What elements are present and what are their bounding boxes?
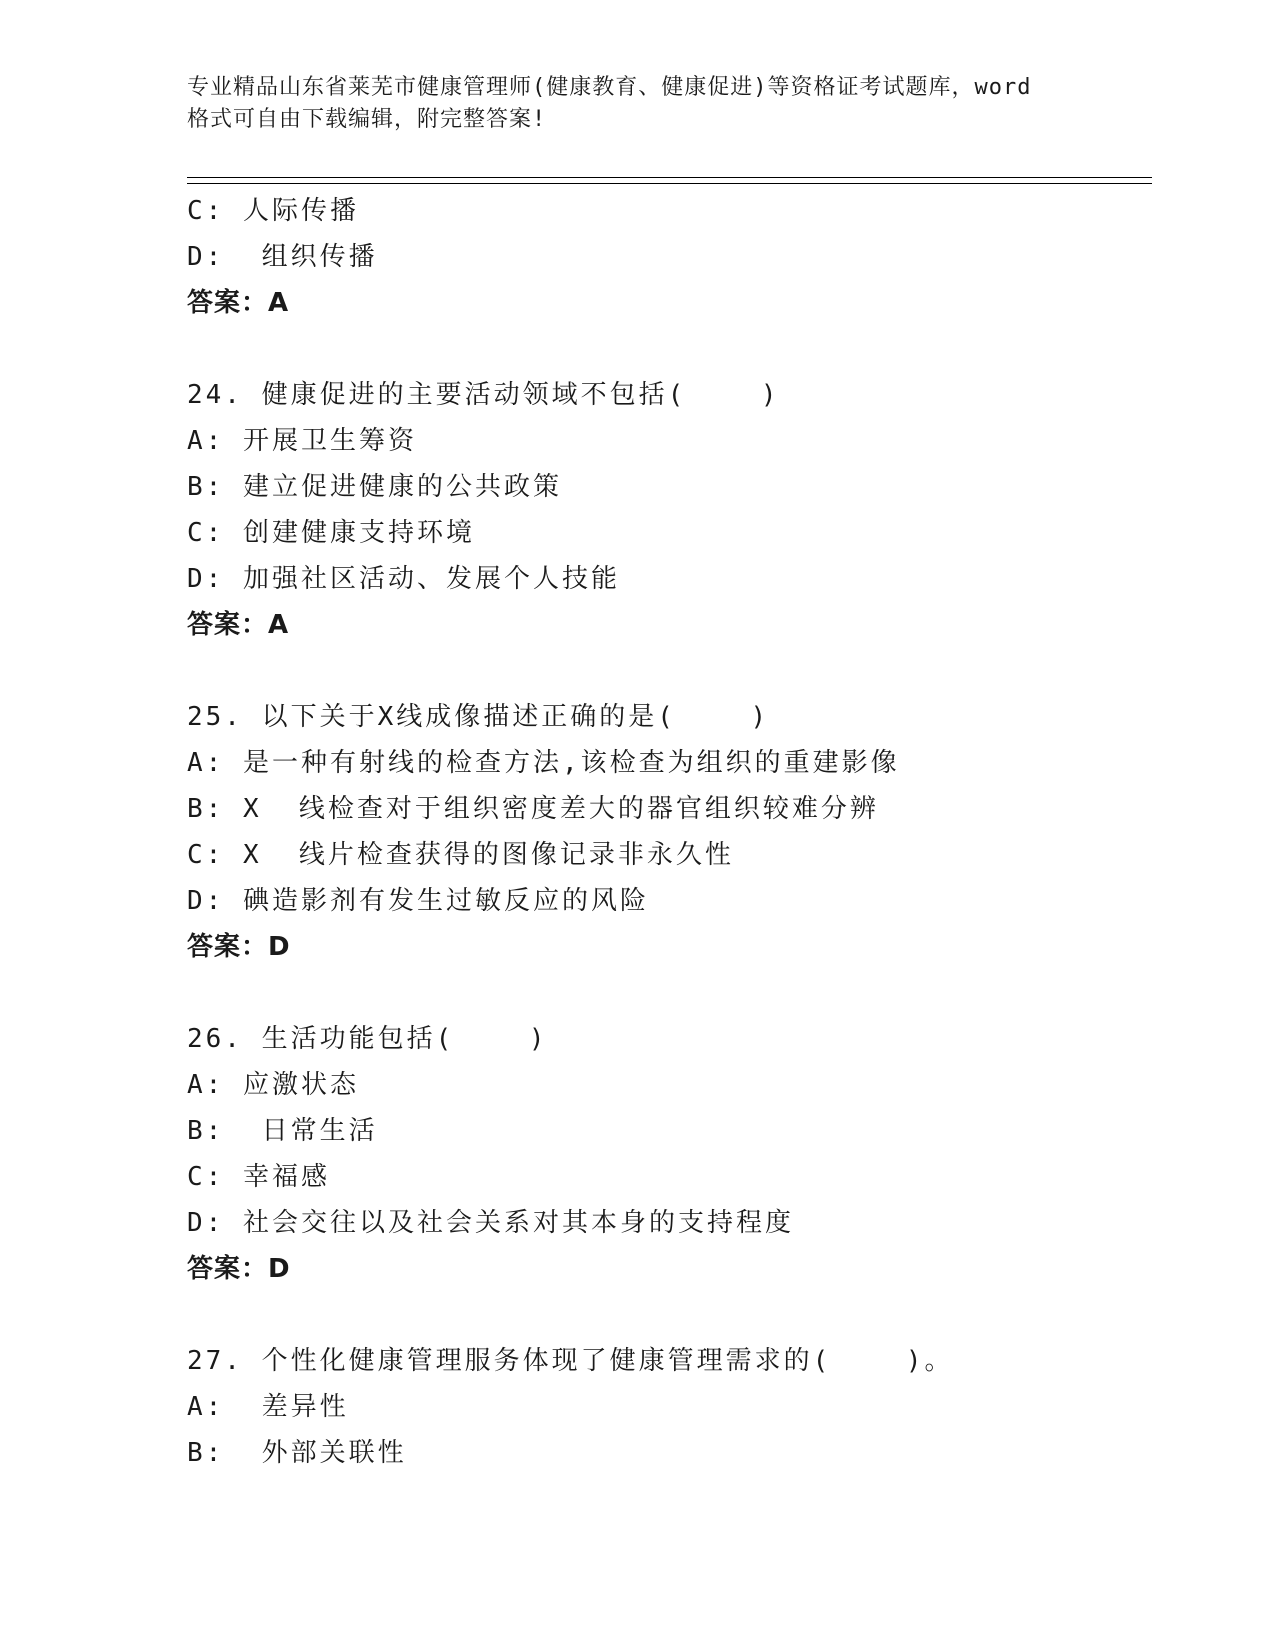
option-b: B: 外部关联性 [187, 1438, 407, 1468]
question-block-25 [187, 694, 1152, 970]
spacer [187, 648, 1152, 694]
question-stem: 25. 以下关于X线成像描述正确的是( ) [187, 702, 770, 732]
option-c: C: 人际传播 [187, 196, 359, 226]
question-block-26 [187, 1016, 1152, 1292]
question-block-continued [187, 188, 1152, 326]
option-a: A: 差异性 [187, 1392, 349, 1422]
option-a: A: 是一种有射线的检查方法,该检查为组织的重建影像 [187, 748, 900, 778]
option-b: B: 建立促进健康的公共政策 [187, 472, 562, 502]
question-list [187, 188, 1152, 1476]
option-b: B: X 线检查对于组织密度差大的器官组织较难分辨 [187, 794, 879, 824]
option-d: D: 加强社区活动、发展个人技能 [187, 564, 620, 594]
option-b: B: 日常生活 [187, 1116, 378, 1146]
document-header [187, 72, 1087, 136]
answer-line: 答案：D [187, 1254, 291, 1284]
header-line-2: 格式可自由下载编辑，附完整答案! [187, 107, 547, 132]
header-rule-top [187, 177, 1152, 178]
spacer [187, 1292, 1152, 1338]
question-block-24 [187, 372, 1152, 648]
option-c: C: 幸福感 [187, 1162, 330, 1192]
spacer [187, 970, 1152, 1016]
header-rule-bottom [187, 183, 1152, 184]
question-stem: 24. 健康促进的主要活动领域不包括( ) [187, 380, 780, 410]
option-a: A: 开展卫生筹资 [187, 426, 417, 456]
option-a: A: 应激状态 [187, 1070, 359, 1100]
option-d: D: 碘造影剂有发生过敏反应的风险 [187, 886, 649, 916]
header-line-1: 专业精品山东省莱芜市健康管理师(健康教育、健康促进)等资格证考试题库，word [187, 75, 1032, 100]
answer-line: 答案：A [187, 288, 290, 318]
answer-line: 答案：A [187, 610, 290, 640]
option-c: C: 创建健康支持环境 [187, 518, 475, 548]
spacer [187, 326, 1152, 372]
option-c: C: X 线片检查获得的图像记录非永久性 [187, 840, 734, 870]
question-stem: 27. 个性化健康管理服务体现了健康管理需求的( )。 [187, 1346, 954, 1376]
question-stem: 26. 生活功能包括( ) [187, 1024, 548, 1054]
option-d: D: 组织传播 [187, 242, 378, 272]
question-block-27 [187, 1338, 1152, 1476]
answer-line: 答案：D [187, 932, 291, 962]
option-d: D: 社会交往以及社会关系对其本身的支持程度 [187, 1208, 794, 1238]
